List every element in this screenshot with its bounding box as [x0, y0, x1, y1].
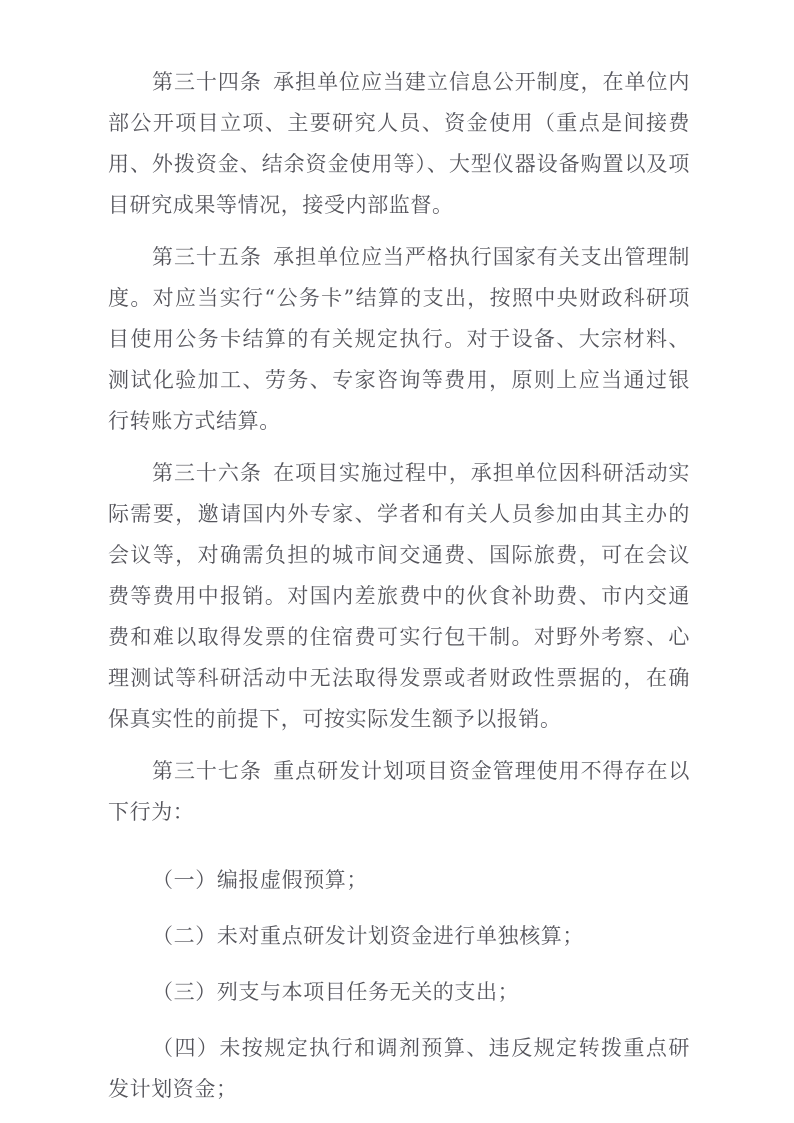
article-37-paragraph: [108, 751, 690, 833]
clause-item-4-marker: （四）: [152, 1036, 220, 1060]
list-top-spacer: [108, 844, 690, 860]
clause-item-2-marker: （二）: [152, 924, 217, 948]
article-35-text: 承担单位应当严格执行国家有关支出管理制度。对应当实行“公务卡”结算的支出，按照中央财政科研项目使用公务卡结算的有关规定执行。对于设备、大宗材料、测试化验加工、劳务、专家咨询等费用，原则上应当通过银行转账方式结算。: [108, 245, 690, 433]
document-body: [108, 62, 690, 1110]
clause-item-1-text: 编报虚假预算；: [216, 868, 369, 892]
article-37-text: 重点研发计划项目资金管理使用不得存在以下行为：: [108, 759, 690, 824]
article-34-paragraph: [108, 62, 690, 226]
article-37-label: 第三十七条: [152, 759, 262, 783]
clause-item-2-text: 未对重点研发计划资金进行单独核算；: [216, 924, 585, 948]
clause-item-4-text: 未按规定执行和调剂预算、违反规定转拨重点研发计划资金；: [108, 1036, 690, 1101]
article-34-label: 第三十四条: [152, 70, 262, 94]
clause-item-1-marker: （一）: [152, 868, 217, 892]
article-35-label: 第三十五条: [152, 245, 262, 269]
article-34-text: 承担单位应当建立信息公开制度，在单位内部公开项目立项、主要研究人员、资金使用（重点是间接费用、外拨资金、结余资金使用等）、大型仪器设备购置以及项目研究成果等情况，接受内部监督。: [108, 70, 690, 217]
clause-item-1: [108, 860, 690, 901]
clause-item-3: [108, 972, 690, 1013]
article-36-label: 第三十六条: [152, 461, 262, 485]
article-36-text: 在项目实施过程中，承担单位因科研活动实际需要，邀请国内外专家、学者和有关人员参加由其主办的会议等，对确需负担的城市间交通费、国际旅费，可在会议费等费用中报销。对国内差旅费中的伙食补助费、市内交通费和难以取得发票的住宿费可实行包干制。对野外考察、心理测试等科研活动中无法取得发票或者财政性票据的，在确保真实性的前提下，可按实际发生额予以报销。: [108, 461, 690, 731]
clause-item-3-marker: （三）: [152, 980, 217, 1004]
clause-item-2: [108, 916, 690, 957]
clause-item-3-text: 列支与本项目任务无关的支出；: [216, 980, 520, 1004]
clause-item-4: [108, 1028, 690, 1110]
article-35-paragraph: [108, 237, 690, 442]
article-36-paragraph: [108, 453, 690, 740]
